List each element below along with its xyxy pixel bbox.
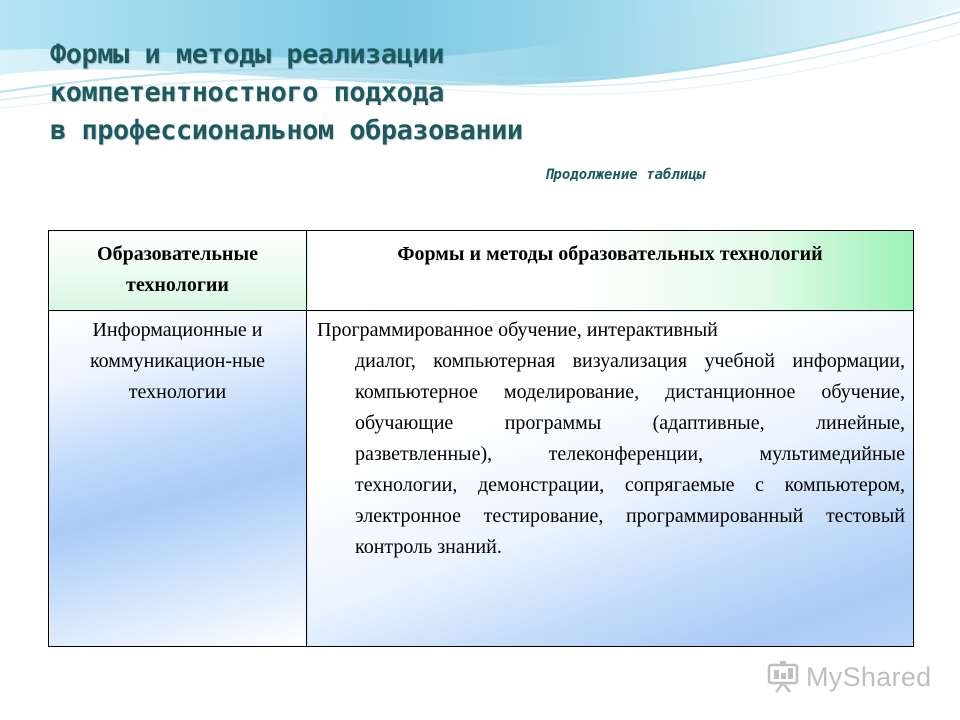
- title-line-3: в профессиональном образовании: [50, 115, 523, 146]
- myshared-watermark: [766, 657, 931, 697]
- presentation-board-icon: [766, 660, 800, 694]
- watermark-text: MyShared: [806, 661, 932, 692]
- cell-methods: [307, 311, 914, 647]
- title-line-1: Формы и методы реализации: [50, 39, 444, 70]
- table-row: [49, 311, 914, 647]
- methods-table: [48, 230, 914, 647]
- title-line-2: компетентностного подхода: [50, 77, 444, 108]
- cell-technology: [49, 311, 307, 647]
- slide-title: [50, 36, 810, 150]
- technology-name: Информационные и коммуникацион-ные технологии: [89, 319, 266, 403]
- table-header-row: [49, 231, 914, 311]
- table-continuation-note: Продолжение таблицы: [545, 167, 706, 183]
- methods-text: диалог, компьютерная визуализация учебной информации, компьютерное моделирование, дистанционное обучение, обучающие программы (адаптивные, линейные, разветвленные), телеконференции, мультимедийные технологии, демонстрации, сопрягаемые с компьютером, электронное тестирование, программированный тестовый контроль знаний.: [355, 350, 905, 558]
- header-technologies: Образовательные технологии: [49, 231, 307, 311]
- header-forms-and-methods: Формы и методы образовательных технологий: [307, 231, 914, 311]
- methods-first-line: Программированное обучение, интерактивный: [317, 319, 718, 341]
